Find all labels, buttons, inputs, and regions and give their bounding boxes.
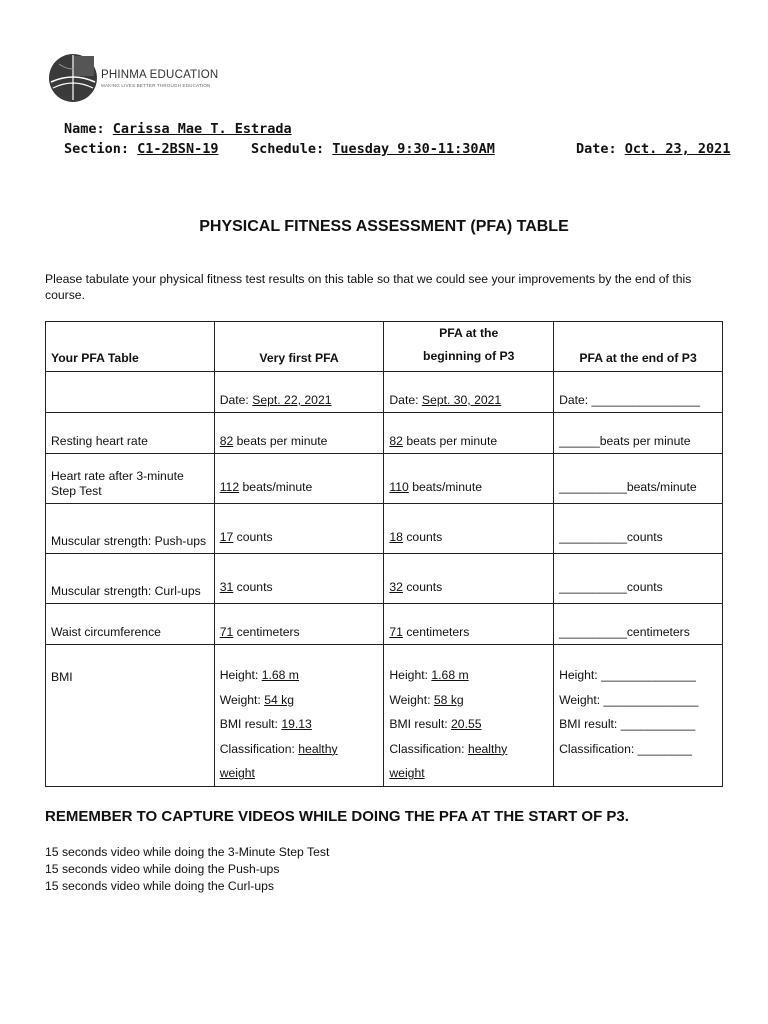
logo-tagline: MAKING LIVES BETTER THROUGH EDUCATION: [101, 82, 211, 88]
row-label: Waist circumference: [46, 604, 215, 645]
height-value: 1.68 m: [431, 668, 469, 682]
student-name: Carissa Mae T. Estrada: [112, 121, 292, 137]
bmi-result-blank: BMI result: ___________: [559, 717, 696, 732]
header-your-pfa: Your PFA Table: [46, 322, 215, 372]
row-end-value: __________counts: [554, 554, 723, 604]
unit: counts: [406, 580, 443, 594]
cell-date-end: [554, 372, 723, 413]
date-label-2: Date:: [389, 393, 419, 407]
weight-label: Weight:: [389, 692, 431, 707]
unit: beats per minute: [236, 434, 328, 448]
table-row-date: [46, 372, 723, 413]
page-title: PHYSICAL FITNESS ASSESSMENT (PFA) TABLE: [199, 218, 569, 235]
bmi-result-label: BMI result:: [389, 717, 448, 732]
unit: beats/minute: [242, 480, 313, 494]
intro-text: Please tabulate your physical fitness test results on this table so that we could see your improvements by the end of this course.: [45, 272, 692, 302]
row-beginning-value: [384, 413, 554, 454]
phinma-globe-icon: [47, 52, 99, 104]
unit: beats per minute: [406, 434, 498, 448]
bmi-result-value: 19.13: [281, 717, 312, 732]
classification-value-cont: weight: [389, 766, 425, 781]
date-beginning: Sept. 30, 2021: [421, 393, 502, 407]
row-end-value: ______beats per minute: [554, 413, 723, 454]
section-value: C1-2BSN-19: [137, 141, 219, 157]
list-item: 15 seconds video while doing the Curl-ups: [45, 879, 274, 893]
schedule-value: Tuesday 9:30-11:30AM: [332, 141, 495, 157]
classification-blank: Classification: ________: [559, 741, 692, 756]
value: 71: [389, 625, 403, 639]
height-label: Height:: [219, 668, 259, 682]
weight-value: 54 kg: [264, 692, 295, 707]
date-line: [576, 141, 730, 157]
pfa-table: [45, 321, 723, 787]
cell-date-label: [46, 372, 215, 413]
row-beginning-value: [384, 504, 554, 554]
row-label: Muscular strength: Curl-ups: [46, 554, 215, 604]
weight-value: 58 kg: [433, 692, 464, 707]
bmi-first: [214, 645, 384, 787]
header-beginning-line1: PFA at the: [439, 326, 499, 340]
table-row: [46, 504, 723, 554]
unit: counts: [236, 530, 273, 544]
header-beginning-line2: beginning of P3: [423, 349, 515, 363]
unit: beats/minute: [412, 480, 482, 494]
row-label: Heart rate after 3-minute Step Test: [46, 454, 215, 504]
value: 112: [219, 480, 240, 494]
row-label: Resting heart rate: [46, 413, 215, 454]
date-end-blank: ________________: [591, 393, 701, 407]
date-label-3: Date:: [559, 393, 589, 407]
table-row: [46, 604, 723, 645]
name-label: Name:: [64, 121, 105, 137]
bmi-result-value: 20.55: [451, 717, 482, 732]
bmi-end: [554, 645, 723, 787]
table-row: [46, 413, 723, 454]
unit: centimeters: [236, 625, 300, 639]
cell-date-beginning: [384, 372, 554, 413]
unit: centimeters: [406, 625, 470, 639]
section-label: Section:: [64, 141, 130, 157]
bmi-label: BMI: [46, 645, 215, 787]
value: 71: [219, 625, 234, 639]
classification-value: healthy: [298, 741, 338, 756]
date-label-1: Date:: [219, 393, 249, 407]
value: 110: [389, 480, 409, 494]
table-row: [46, 454, 723, 504]
row-beginning-value: [384, 454, 554, 504]
date-label: Date:: [576, 141, 617, 157]
weight-label: Weight:: [219, 692, 261, 707]
value: 82: [389, 434, 403, 448]
row-beginning-value: [384, 554, 554, 604]
row-first-value: [214, 454, 384, 504]
row-first-value: [214, 504, 384, 554]
row-end-value: __________counts: [554, 504, 723, 554]
table-header-row: [46, 322, 723, 372]
classification-label: Classification:: [219, 741, 295, 756]
cell-date-first: [214, 372, 384, 413]
classification-label: Classification:: [389, 741, 465, 756]
table-row-bmi: [46, 645, 723, 787]
row-first-value: [214, 413, 384, 454]
value: 82: [219, 434, 234, 448]
row-beginning-value: [384, 604, 554, 645]
value: 32: [389, 580, 403, 594]
date-value: Oct. 23, 2021: [624, 141, 731, 157]
reminder-heading: REMEMBER TO CAPTURE VIDEOS WHILE DOING THE PFA AT THE START OF P3.: [45, 808, 629, 825]
height-blank: Height: ______________: [559, 668, 696, 682]
unit: counts: [236, 580, 273, 594]
row-end-value: __________centimeters: [554, 604, 723, 645]
value: 17: [219, 530, 234, 544]
header-very-first: Very first PFA: [214, 322, 384, 372]
table-row: [46, 554, 723, 604]
video-notes: [45, 844, 329, 895]
header-end: PFA at the end of P3: [554, 322, 723, 372]
list-item: 15 seconds video while doing the Push-ups: [45, 862, 280, 876]
height-value: 1.68 m: [261, 668, 299, 682]
date-first: Sept. 22, 2021: [252, 393, 332, 407]
section-schedule-line: [64, 141, 495, 157]
name-line: [64, 121, 292, 137]
bmi-beginning: [384, 645, 554, 787]
classification-value-cont: weight: [219, 766, 255, 781]
phinma-logo: [47, 52, 218, 104]
row-label: Muscular strength: Push-ups: [46, 504, 215, 554]
row-first-value: [214, 554, 384, 604]
schedule-label: Schedule:: [250, 141, 325, 157]
unit: counts: [406, 530, 443, 544]
list-item: 15 seconds video while doing the 3-Minute Step Test: [45, 845, 330, 859]
bmi-result-label: BMI result:: [219, 717, 278, 732]
logo-name: PHINMA EDUCATION: [101, 68, 219, 81]
classification-value: healthy: [467, 741, 508, 756]
weight-blank: Weight: ______________: [559, 692, 699, 707]
value: 18: [389, 530, 403, 544]
height-label: Height:: [389, 668, 428, 682]
header-beginning: [384, 322, 554, 372]
row-end-value: __________beats/minute: [554, 454, 723, 504]
value: 31: [219, 580, 234, 594]
row-first-value: [214, 604, 384, 645]
